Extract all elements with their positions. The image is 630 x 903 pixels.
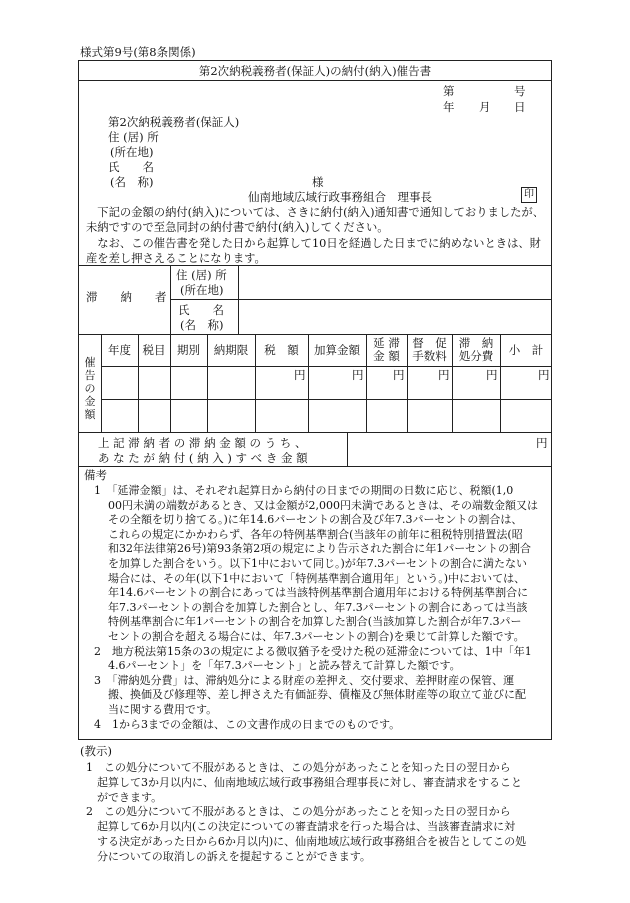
instruction-line: 2 この処分について不服があるときは、この処分があったことを知った日の翌日から [86, 805, 511, 819]
total-label-line-2: あ な た が 納 付 ( 納 入 ) す べ き 金 額 [98, 451, 308, 465]
divider [101, 399, 552, 400]
divider [170, 299, 552, 300]
note-line: 和32年法律第26号)第93条第2項の規定により告示された割合に年1パーセントの割合 [108, 542, 532, 556]
note-line: 搬、換価及び修理等、差し押さえた有価証券、債権及び無体財産等の取立て並びに配 [108, 688, 526, 702]
addressee-name-sub: (名 称) [110, 175, 154, 189]
unit-yen: 円 [393, 368, 405, 382]
issuer-name: 仙南地域広域行政事務組合 理事長 [248, 190, 432, 204]
divider [347, 432, 348, 466]
addressee-address-sub: (所在地) [110, 145, 154, 159]
date-year: 年 [443, 100, 455, 114]
note-line: その全額を切り捨てる。)に年14.6パーセントの割合及び年7.3パーセントの割合は、 [108, 513, 523, 527]
doc-no-dai: 第 [443, 84, 455, 98]
divider [78, 80, 552, 81]
total-unit-yen: 円 [536, 436, 548, 450]
seal-mark: 印 [521, 187, 537, 203]
col-header-year: 年度 [108, 342, 131, 357]
col-header-due-date: 納期限 [213, 342, 249, 357]
instructions-heading: (教示) [80, 744, 112, 758]
col-header-additional: 加算金額 [314, 342, 360, 357]
delinquent-address-label: 住 (居) 所 [176, 268, 227, 282]
body-paragraph-1: 下記の金額の納付(納入)については、さきに納付(納入)通知書で通知しておりましたが、未納ですので至急同封の納付書で納付(納入)してください。 [86, 206, 544, 234]
note-line: セントの割合を超える場合には、年7.3パーセントの割合)を乗じて計算した額です。 [108, 629, 525, 643]
unit-yen: 円 [294, 368, 306, 382]
col-header-disposition-cost: 滞 納 処分費 [458, 336, 494, 363]
date-day: 日 [514, 100, 526, 114]
instruction-line: 起算して6か月以内(この決定についての審査請求を行った場合は、当該審査請求に対 [86, 820, 516, 834]
divider [78, 432, 552, 433]
notes-heading: 備考 [84, 468, 107, 482]
unit-yen: 円 [486, 368, 498, 382]
note-line: 00円未満の端数があるとき、又は金額が2,000円未満であるときは、その端数金額又は [108, 498, 539, 512]
col-header-period: 期別 [177, 342, 200, 357]
note-line: 年7.3パーセントの割合を加算した割合とし、年7.3パーセントの割合にあっては当該 [108, 600, 528, 614]
instruction-line: する決定があった日から6か月以内)に、仙南地域広域行政事務組合を被告としてこの処 [86, 834, 527, 848]
addressee-name-label: 氏 名 [108, 160, 154, 174]
delinquent-name-label: 氏 名 [178, 303, 224, 317]
addressee-sama: 様 [312, 175, 324, 189]
note-line: 特例基準割合に年1パーセントの割合を加算した割合(当該加算した割合が年7.3パー [108, 615, 522, 629]
delinquent-label: 滞 納 者 [86, 290, 167, 304]
note-line: 4 1から3までの金額は、この文書作成の日までのものです。 [94, 717, 401, 731]
col-header-tax-item: 税目 [142, 342, 166, 357]
instructions-body [86, 761, 556, 865]
col-header-reminder-fee: 督 促 手数料 [412, 336, 447, 363]
unit-yen: 円 [538, 368, 550, 382]
instruction-line: 分についての取消しの訴えを提起することができます。 [86, 849, 371, 863]
note-line: を加算した割合をいう。以下1中において同じ。)が年7.3パーセントの割合に満たない [108, 556, 528, 570]
unit-yen: 円 [352, 368, 364, 382]
addressee-address-label: 住 (居) 所 [108, 130, 159, 144]
doc-no-go: 号 [514, 84, 526, 98]
document-title: 第2次納税義務者(保証人)の納付(納入)催告書 [198, 64, 432, 78]
note-line: 3 「滞納処分費」は、滞納処分による財産の差押え、交付要求、差押財産の保管、運 [94, 673, 515, 687]
instruction-line: ができます。 [86, 790, 163, 804]
note-line: 当に関する費用です。 [108, 702, 218, 716]
addressee-heading: 第2次納税義務者(保証人) [108, 115, 240, 129]
col-header-subtotal: 小 計 [508, 342, 544, 357]
delinquent-name-sub: (名 称) [180, 318, 224, 332]
instruction-line: 起算して3か月以内に、仙南地域広域行政事務組合理事長に対し、審査請求をすること [86, 775, 522, 789]
divider [78, 466, 552, 467]
note-line: 場合には、その年(以下1中において「特例基準割合適用年」という。)中においては、 [108, 571, 526, 585]
body-paragraph-2: なお、この催告書を発した日から起算して10日を経過した日までに納めないときは、財産を差し押さえることになります。 [86, 237, 541, 265]
table-side-label: 催告の金額 [84, 356, 96, 421]
delinquent-address-sub: (所在地) [180, 283, 224, 297]
date-month: 月 [479, 100, 491, 114]
note-line: これらの規定にかかわらず、各年の特例基準割合(当該年の前年に租税特別措置法(昭 [108, 527, 523, 541]
note-line: 年14.6パーセントの割合にあっては当該特例基準割合適用年における特例基準割合に [108, 586, 529, 600]
instruction-line: 1 この処分について不服があるときは、この処分があったことを知った日の翌日から [86, 761, 511, 774]
note-line: 2 地方税法第15条の3の規定による徴収猶予を受けた税の延滞金については、1中「年1 [94, 644, 532, 658]
note-line: 1 「延滞金額」は、それぞれ起算日から納付の日までの期間の日数に応じ、税額(1,0 [94, 484, 514, 497]
divider [101, 366, 552, 367]
col-header-tax-amount: 税 額 [264, 342, 299, 357]
unit-yen: 円 [438, 368, 450, 382]
note-line: 4.6パーセント」を「年7.3パーセント」と読み替えて計算した額です。 [108, 659, 461, 673]
col-header-late-fee: 延 滞 金 額 [373, 336, 400, 363]
divider [78, 265, 552, 266]
notes-body [94, 484, 546, 732]
form-label: 様式第9号(第8条関係) [80, 45, 196, 59]
total-label-line-1: 上 記 滞 納 者 の 滞 納 金 額 の う ち 、 [98, 436, 307, 450]
